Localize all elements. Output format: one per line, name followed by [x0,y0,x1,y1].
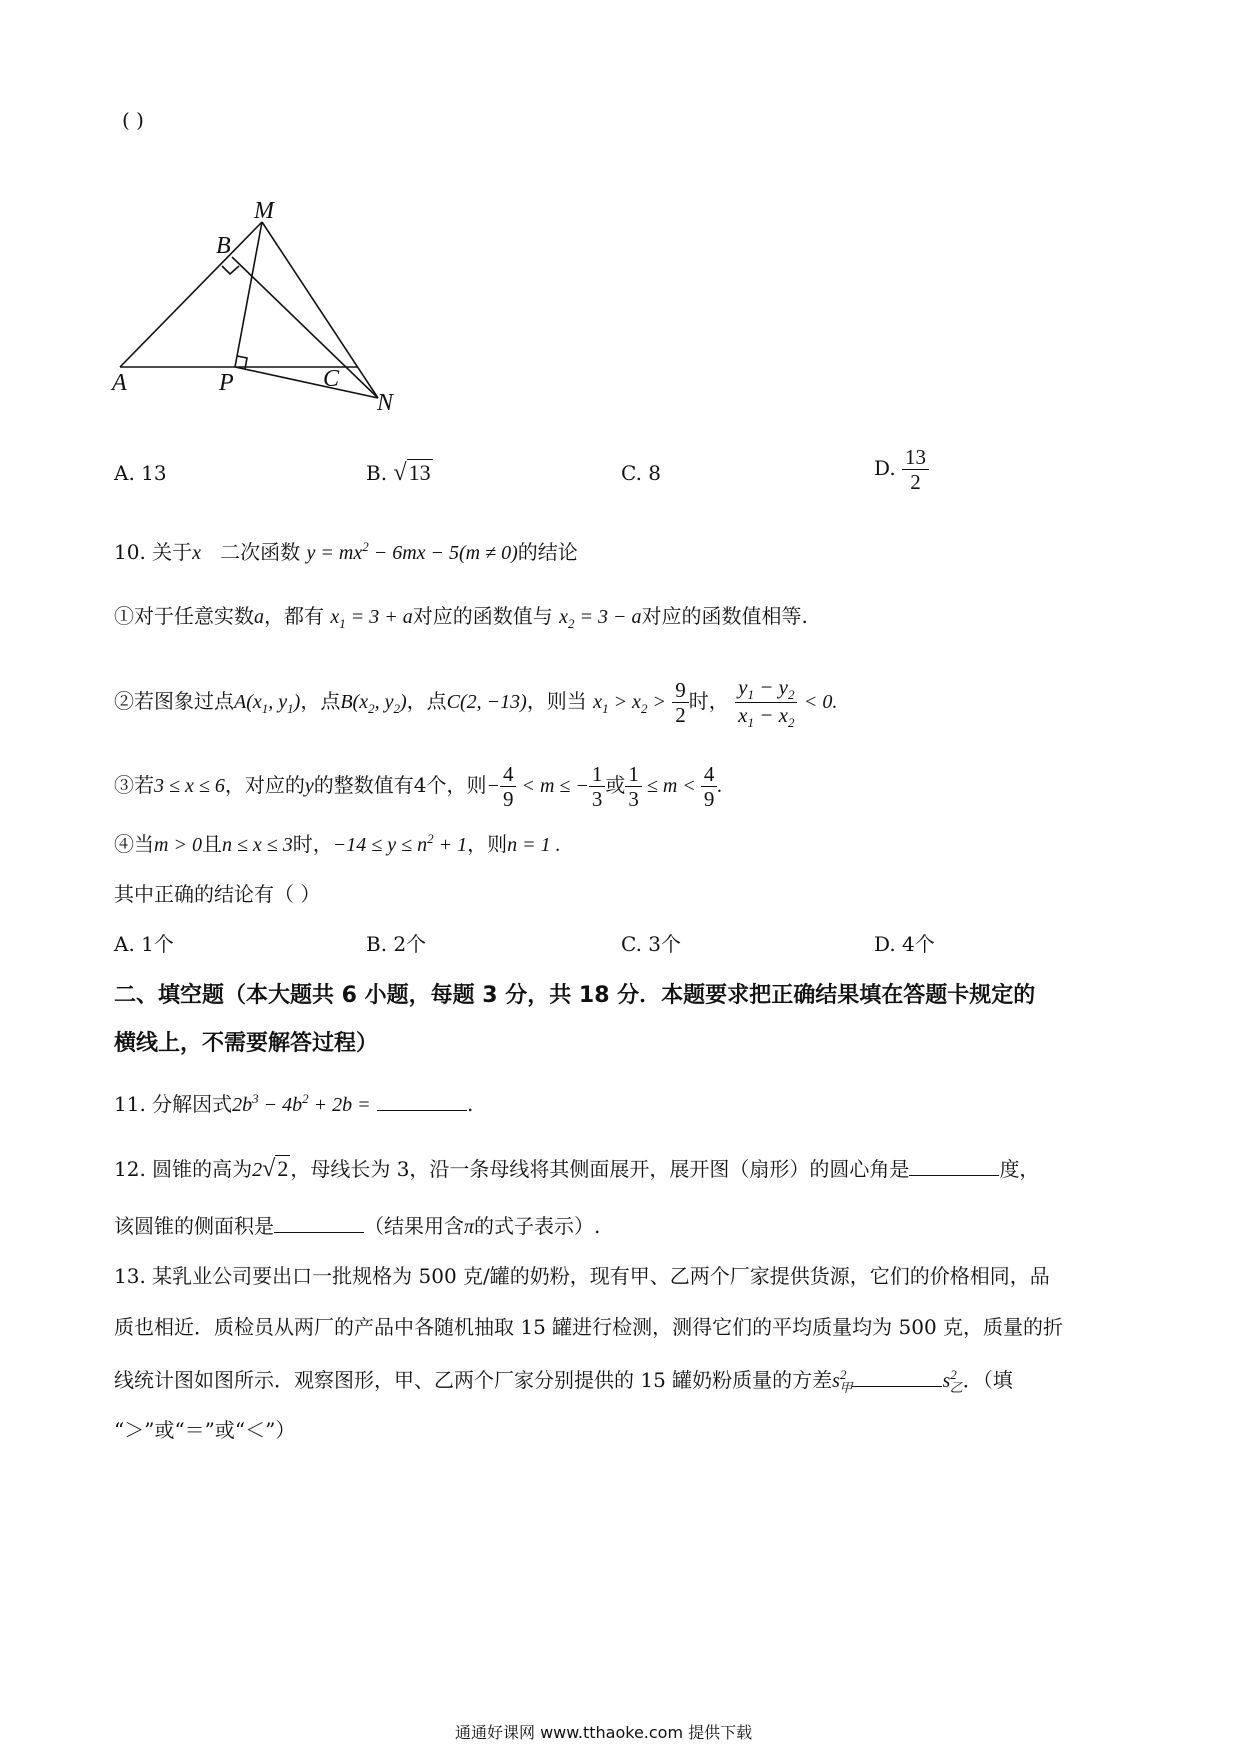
q10-s3-frac-1-3-a: $\frac{1}{3}$ [589,762,606,811]
q12-sqrt: √2 [262,1156,289,1182]
line-MP [235,222,262,367]
line-BN [232,257,378,398]
q13-line-4: “＞”或“＝”或“＜”） [114,1418,296,1442]
q10-s2-point-c: C(2, −13) [446,691,527,713]
q10-option-c: C. 3个 [621,932,682,956]
q12-height: 2 [252,1159,263,1181]
q10-s2-slope-fraction: $\frac{y_1 - y_2}{x_1 - x_2}$ [735,675,797,730]
q10-s1-a: ①对于任意实数 [114,604,254,628]
q10-lead: 10. 关于 [114,540,193,564]
q11: 11. 分解因式$2b^3 - 4b^2 + 2b$ = . [114,1091,474,1116]
q10-s4-a: ④当 [114,832,154,856]
q10-s3-range: 3 ≤ x ≤ 6 [154,775,225,797]
q10-s3-b: ，对应的 [224,773,305,797]
q10-option-a: A. 1个 [114,932,174,956]
q12-unit: 度， [999,1157,1040,1181]
q10-option-b: B. 2个 [366,932,427,956]
q10-s3-a: ③若 [114,773,154,797]
q10-s4-x-range: n ≤ x ≤ 3 [221,834,293,856]
q9-option-b [366,459,433,487]
label-N: N [377,390,394,416]
label-P: P [219,370,234,396]
q12-angle-blank[interactable] [909,1155,999,1176]
q10-s4-y-range: $-14 \le y \le n^2 + 1$ [332,831,468,856]
q10-option-d: D. 4个 [874,932,935,956]
q12-line2-b: （结果用含 [364,1214,464,1238]
q10-s3-c: 的整数值有4个，则 [313,773,487,797]
q10-s3-or: 或 [605,773,626,797]
q9-option-a: A. 13 [114,461,167,485]
q11-answer-blank[interactable] [377,1090,467,1111]
q10-s4-b: 且 [201,832,222,856]
q12-mid: ，母线长为 3，沿一条母线将其侧面展开，展开图（扇形）的圆心角是 [290,1157,910,1181]
q9-option-d-prefix: D. [874,456,896,480]
q10-s4-n-eq-1: n = 1 . [507,834,561,856]
q10-s4-c: 时， [292,832,333,856]
q12-line2-c: 的式子表示）. [474,1214,601,1238]
section-2-heading-line-1: 二、填空题（本大题共 6 小题，每题 3 分，共 18 分．本题要求把正确结果填在答题卡规定的 [114,983,1036,1008]
q10-mid: 二次函数 [220,540,301,564]
label-B: B [216,233,231,259]
q10-s2-point-b: $B(x_2$, $y_2$) [340,691,407,716]
q9-option-d-fraction [902,445,929,494]
q13-variance-yi: $s^2_乙$ [942,1367,963,1395]
q13-line3-b: ．（填 [962,1368,1013,1392]
q11-lead: 11. 分解因式 [114,1092,233,1116]
line-MN [262,222,378,398]
q12-area-blank[interactable] [274,1212,364,1233]
line-PN [235,367,378,398]
q10-tail: 的结论 [517,540,578,564]
q10-s2-e: 时， [688,689,729,713]
q13-answer-blank[interactable] [852,1366,942,1387]
q11-expression: $2b^3 - 4b^2 + 2b$ = [232,1091,371,1116]
q12-line-1 [114,1155,1039,1184]
q9-option-b-prefix: B. [366,461,388,485]
q10-statement-4 [114,830,561,861]
right-angle-mark-B [222,266,239,274]
footer-watermark: 通通好课网 www.tthaoke.com 提供下载 [455,1723,753,1742]
q10-s3-frac-4-9-a: $\frac{4}{9}$ [500,762,517,811]
q12-pi: π [464,1216,475,1238]
label-C: C [323,366,340,392]
q10-s1-x2: $x_2 = 3 - a$ [559,606,642,631]
line-AM [120,222,262,367]
q13-line3-a: 线统计图如图所示．观察图形，甲、乙两个厂家分别提供的 15 罐奶粉质量的方差 [114,1368,833,1392]
q10-s3-var-y: y [304,775,314,797]
q10-s4-m-pos: m > 0 [154,834,202,856]
q10-var-x: x [192,542,202,564]
q10-s1-b: ，都有 [264,604,324,628]
q10-s2-b: ，点 [300,689,341,713]
q10-s2-a: ②若图象过点 [114,689,234,713]
q10-s2-d: ，则当 [526,689,587,713]
q10-s2-condition: $x_1 > x_2$ > [593,691,666,716]
q13-variance-jia: $s^2_甲$ [832,1367,853,1395]
q10-s3-frac-4-9-b: $\frac{4}{9}$ [701,762,718,811]
q10-function: $y = mx^2 - 6mx - 5(m \ne 0)$ [306,539,518,564]
q13-line-3 [114,1366,1013,1397]
triangle-figure [110,195,410,420]
label-A: A [112,370,127,396]
section-2-heading-line-2: 横线上，不需要解答过程） [114,1031,379,1056]
q10-s2-fraction-9-2: $\frac{9}{2}$ [672,678,689,727]
q9-option-d-den: 2 [910,470,921,494]
q10-statement-1 [114,602,808,633]
q13-line-2: 质也相近．质检员从两厂的产品中各随机抽取 15 罐进行检测，测得它们的平均质量均为 500 克，质量的折 [114,1315,1064,1339]
q9-option-b-radicand: 13 [408,460,431,485]
q9-option-d-num: 13 [902,445,929,470]
q9-option-b-sqrt: √13 [393,460,431,486]
q10-question: 其中正确的结论有（ ） [114,882,321,906]
q10-s1-d: 对应的函数值相等. [641,604,808,628]
q10-s1-var-a: a [254,606,264,628]
q10-s1-x1: $x_1 = 3 + a$ [330,606,413,631]
q9-option-d [874,445,929,494]
q10-s2-lt-zero: < 0. [803,691,838,713]
q10-s1-c: 对应的函数值与 [412,604,553,628]
q10-s2-point-a: $A(x_1$, $y_1$) [234,691,301,716]
label-M: M [254,198,274,224]
q12-line2-a: 该圆锥的侧面积是 [114,1214,274,1238]
q10-statement-2 [114,675,837,730]
q10-s3-frac-1-3-b: $\frac{1}{3}$ [625,762,642,811]
q10-s2-c: ，点 [406,689,447,713]
q9-answer-bracket: ( ) [122,108,144,132]
q12-line-2 [114,1212,600,1241]
q10-statement-3: ③若3 ≤ x ≤ 6，对应的y的整数值有4个，则− $\frac{4}{9}$ < m ≤ − $\frac{1}{3}$ 或 $\frac{1}{3}$ ≤ m < $\frac{4}{9}$ . [114,762,723,811]
q13-line-1: 13. 某乳业公司要出口一批规格为 500 克/罐的奶粉，现有甲、乙两个厂家提供货源，它们的价格相同，品 [114,1264,1050,1288]
q9-option-c: C. 8 [621,461,662,485]
q10-stem [114,538,578,569]
q10-s4-d: ，则 [467,832,508,856]
q12-lead: 12. 圆锥的高为 [114,1157,253,1181]
